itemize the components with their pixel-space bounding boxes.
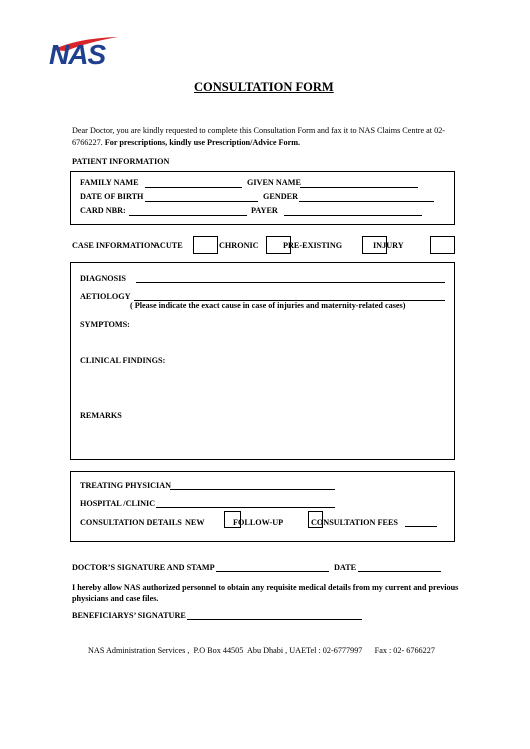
treating-physician-field[interactable] bbox=[170, 489, 335, 490]
family-name-label: FAMILY NAME bbox=[80, 178, 139, 187]
hospital-clinic-field[interactable] bbox=[156, 507, 335, 508]
gender-label: GENDER bbox=[263, 192, 299, 201]
symptoms-field[interactable] bbox=[80, 332, 445, 352]
family-name-field[interactable] bbox=[145, 187, 242, 188]
payer-field[interactable] bbox=[284, 215, 422, 216]
consultation-fees-field[interactable] bbox=[405, 526, 437, 527]
acute-checkbox[interactable] bbox=[193, 236, 218, 254]
remarks-field[interactable] bbox=[80, 423, 445, 453]
logo-text: NAS bbox=[49, 39, 106, 70]
clinical-findings-field[interactable] bbox=[80, 368, 445, 408]
intro-line-2 bbox=[72, 137, 462, 149]
doctor-signature-label: DOCTOR’S SIGNATURE AND STAMP bbox=[72, 563, 215, 572]
form-title: CONSULTATION FORM bbox=[194, 80, 334, 94]
diagnosis-label: DIAGNOSIS bbox=[80, 274, 126, 283]
footer-contact: NAS Administration Services , P.O Box 44505 Abu Dhabi , UAETel : 02-6777997 Fax : 02- 6766227 bbox=[88, 646, 435, 655]
doctor-signature-field[interactable] bbox=[216, 571, 329, 572]
intro-line-1: Dear Doctor, you are kindly requested to complete this Consultation Form and fax it to NAS Claims Centre at 02- bbox=[72, 126, 446, 135]
aetiology-note: ( Please indicate the exact cause in case of injuries and maternity-related cases) bbox=[130, 301, 406, 310]
clinical-findings-label: CLINICAL FINDINGS: bbox=[80, 356, 166, 365]
beneficiary-signature-label: BENEFICIARYS’ SIGNATURE bbox=[72, 611, 186, 620]
injury-label: INJURY bbox=[373, 241, 404, 250]
date-of-birth-label: DATE OF BIRTH bbox=[80, 192, 144, 201]
given-name-field[interactable] bbox=[300, 187, 418, 188]
date-label: DATE bbox=[334, 563, 357, 572]
consultation-details-label: CONSULTATION DETAILS bbox=[80, 518, 182, 527]
intro-fax-number: 6766227. bbox=[72, 138, 103, 147]
chronic-label: CHRONIC bbox=[219, 241, 259, 250]
case-information-label: CASE INFORMATION bbox=[72, 241, 157, 250]
beneficiary-signature-field[interactable] bbox=[187, 619, 362, 620]
symptoms-label: SYMPTOMS: bbox=[80, 320, 130, 329]
authorization-line-2: physicians and case files. bbox=[72, 593, 159, 603]
patient-info-heading: PATIENT INFORMATION bbox=[72, 157, 170, 166]
date-field[interactable] bbox=[358, 571, 441, 572]
payer-label: PAYER bbox=[251, 206, 278, 215]
diagnosis-field[interactable] bbox=[136, 282, 445, 283]
aetiology-label: AETIOLOGY bbox=[80, 292, 131, 301]
remarks-label: REMARKS bbox=[80, 411, 122, 420]
pre-existing-label: PRE-EXISTING bbox=[283, 241, 343, 250]
injury-checkbox[interactable] bbox=[430, 236, 455, 254]
card-nbr-field[interactable] bbox=[129, 215, 247, 216]
treating-physician-label: TREATING PHYSICIAN bbox=[80, 481, 172, 490]
date-of-birth-field[interactable] bbox=[145, 201, 258, 202]
gender-field[interactable] bbox=[299, 201, 434, 202]
intro-text bbox=[72, 125, 462, 149]
authorization-line-1: I hereby allow NAS authorized personnel to obtain any requisite medical details from my current and previous bbox=[72, 583, 459, 592]
intro-prescription-note: For prescriptions, kindly use Prescription/Advice Form. bbox=[102, 138, 301, 147]
given-name-label: GIVEN NAME bbox=[247, 178, 301, 187]
hospital-clinic-label: HOSPITAL /CLINIC bbox=[80, 499, 156, 508]
nas-logo bbox=[48, 34, 123, 72]
consultation-fees-label: CONSULTATION FEES bbox=[311, 518, 398, 527]
acute-label: ACUTE bbox=[154, 241, 183, 250]
new-label: NEW bbox=[185, 518, 205, 527]
authorization-statement bbox=[72, 583, 462, 604]
follow-up-label: FOLLOW-UP bbox=[233, 518, 284, 527]
card-nbr-label: CARD NBR: bbox=[80, 206, 126, 215]
